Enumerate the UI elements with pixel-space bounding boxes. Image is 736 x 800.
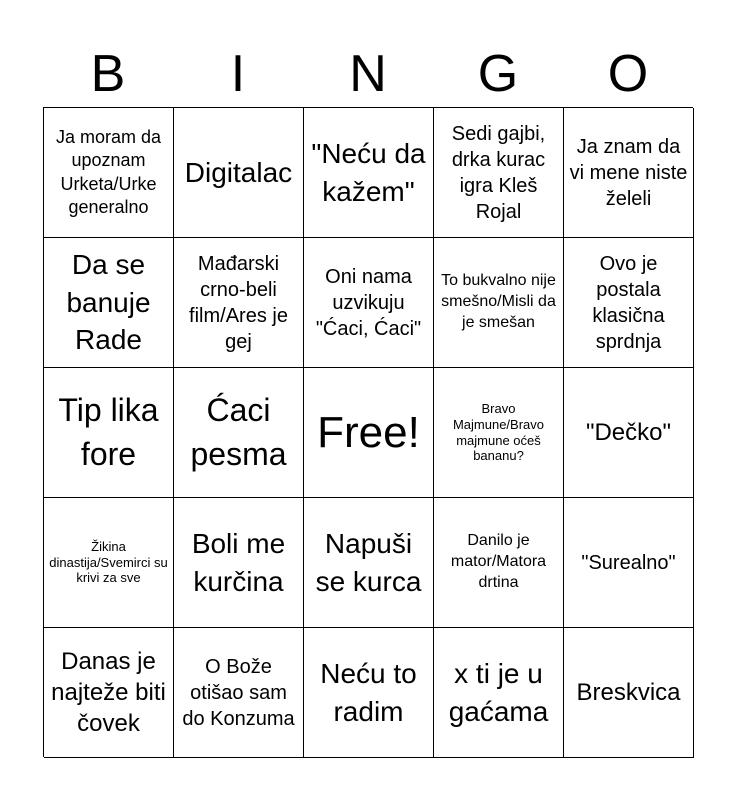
cell-text: Žikina dinastija/Svemirci su krivi za sve — [49, 539, 168, 586]
bingo-cell[interactable] — [174, 498, 304, 628]
bingo-cell[interactable] — [304, 108, 434, 238]
cell-text: "Neću da kažem" — [311, 137, 426, 207]
cell-text: "Dečko" — [585, 418, 672, 446]
cell-text: Mađarski crno-beli film/Ares je gej — [189, 252, 288, 353]
cell-text: O Bože otišao sam do Konzuma — [182, 655, 295, 730]
header-letter-g: G — [477, 45, 519, 103]
cell-text: Neću to radim — [320, 657, 417, 727]
cell-text: Da se banuje Rade — [66, 248, 151, 356]
bingo-cell[interactable] — [44, 108, 174, 238]
bingo-cell[interactable] — [564, 498, 694, 628]
cell-text: x ti je u gaćama — [448, 657, 549, 727]
free-cell[interactable] — [304, 368, 434, 498]
bingo-board — [43, 107, 693, 757]
bingo-cell[interactable] — [434, 628, 564, 758]
bingo-cell[interactable] — [174, 238, 304, 368]
cell-text: Digitalac — [184, 156, 293, 188]
bingo-cell[interactable] — [44, 238, 174, 368]
cell-text: Tip lika fore — [58, 392, 159, 472]
bingo-cell[interactable] — [174, 368, 304, 498]
bingo-cell[interactable] — [434, 238, 564, 368]
bingo-cell[interactable] — [304, 238, 434, 368]
cell-text: Sedi gajbi, drka kurac igra Kleš Rojal — [451, 122, 546, 223]
cell-text: Danas je najteže biti čovek — [51, 647, 166, 738]
bingo-cell[interactable] — [44, 498, 174, 628]
cell-text: To bukvalno nije smešno/Misli da je smešan — [441, 272, 556, 331]
bingo-cell[interactable] — [434, 368, 564, 498]
cell-text: Ja znam da vi mene niste želeli — [569, 135, 688, 210]
bingo-cell[interactable] — [564, 108, 694, 238]
cell-text: "Surealno" — [581, 551, 676, 574]
bingo-cell[interactable] — [174, 628, 304, 758]
bingo-header — [43, 40, 693, 108]
cell-text: Breskvica — [576, 678, 681, 706]
cell-text: Oni nama uzvikuju "Ćaci, Ćaci" — [315, 265, 422, 340]
bingo-cell[interactable] — [44, 628, 174, 758]
cell-text: Danilo je mator/Matora drtina — [450, 532, 547, 591]
cell-text: Napuši se kurca — [315, 527, 422, 597]
cell-text: Bravo Majmune/Bravo majmune oćeš bananu? — [452, 401, 545, 464]
cell-text: Boli me kurčina — [191, 527, 286, 597]
free-text: Free! — [317, 407, 420, 457]
header-letter-n: N — [349, 45, 387, 103]
bingo-cell[interactable] — [174, 108, 304, 238]
header-letter-o: O — [607, 45, 649, 103]
bingo-cell[interactable] — [304, 628, 434, 758]
cell-text: Ja moram da upoznam Urketa/Urke generalno — [55, 126, 162, 217]
header-letter-b: B — [90, 45, 126, 103]
bingo-cell[interactable] — [44, 368, 174, 498]
bingo-cell[interactable] — [564, 628, 694, 758]
header-letter-i: I — [230, 45, 246, 103]
cell-text: Ovo je postala klasična sprdnja — [592, 252, 665, 353]
bingo-cell[interactable] — [434, 498, 564, 628]
bingo-cell[interactable] — [564, 238, 694, 368]
bingo-cell[interactable] — [564, 368, 694, 498]
cell-text: Ćaci pesma — [190, 392, 287, 472]
bingo-cell[interactable] — [434, 108, 564, 238]
bingo-cell[interactable] — [304, 498, 434, 628]
